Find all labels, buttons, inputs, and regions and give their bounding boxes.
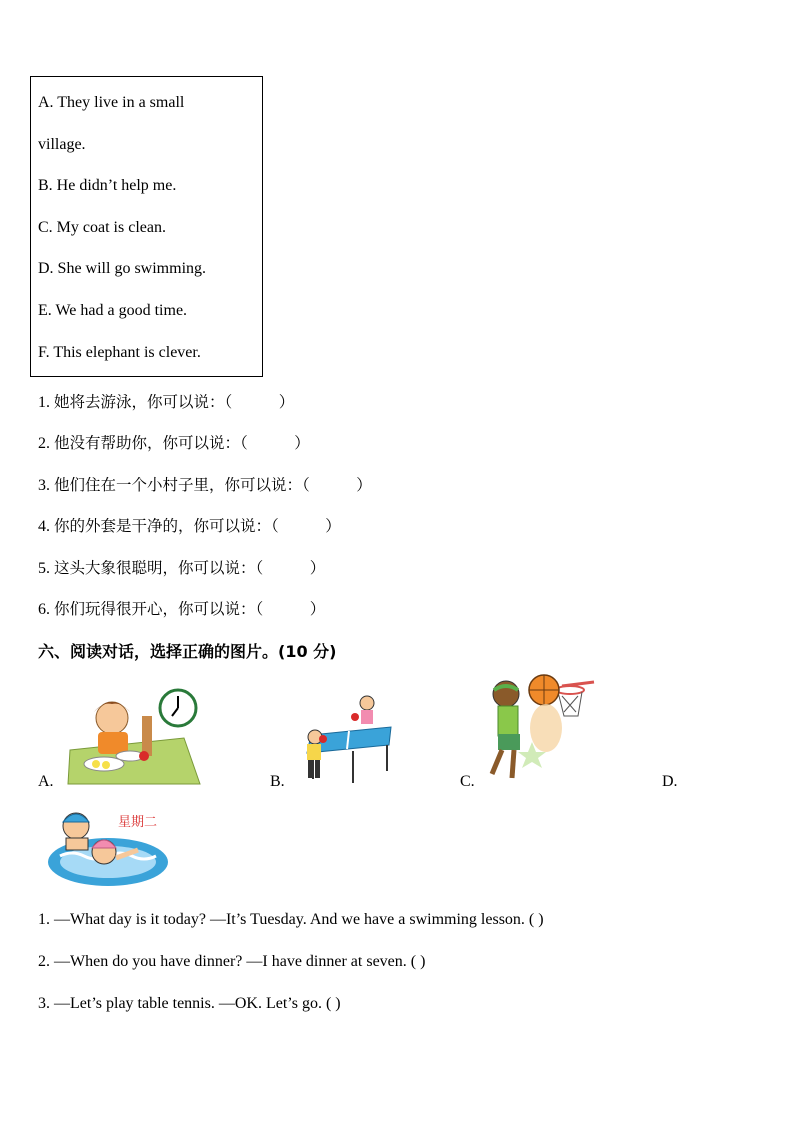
dinner-picture: [64, 688, 204, 788]
question-3: 3. 他们住在一个小村子里，你可以说：（ ）: [38, 476, 372, 494]
question-6: 6. 你们玩得很开心，你可以说：（ ）: [38, 600, 326, 618]
weekday-badge: 星期二: [118, 815, 158, 830]
option-e: E. We had a good time.: [38, 302, 188, 319]
basketball-hoop-icon: [556, 682, 594, 716]
label-d: D.: [662, 773, 678, 790]
option-c: C. My coat is clean.: [38, 219, 166, 236]
option-a-line1: A. They live in a small: [38, 94, 185, 111]
table-tennis-picture: [293, 693, 393, 788]
dialogue-1: 1. —What day is it today? —It’s Tuesday. And we have a swimming lesson. ( ): [38, 911, 544, 928]
question-2: 2. 他没有帮助你，你可以说：（ ）: [38, 434, 310, 452]
section-six-heading: 六、阅读对话，选择正确的图片。(10 分): [38, 642, 337, 661]
clock-icon: [160, 690, 196, 726]
question-1: 1. 她将去游泳，你可以说：（ ）: [38, 393, 295, 411]
question-4: 4. 你的外套是干净的，你可以说：（ ）: [38, 517, 341, 535]
option-d: D. She will go swimming.: [38, 260, 207, 277]
label-a: A.: [38, 773, 54, 790]
dialogue-2: 2. —When do you have dinner? —I have dinner at seven. ( ): [38, 953, 426, 970]
label-c: C.: [460, 773, 475, 790]
option-a-line2: village.: [38, 136, 86, 153]
basketball-picture: [482, 672, 598, 788]
option-b: B. He didn’t help me.: [38, 177, 177, 194]
option-f: F. This elephant is clever.: [38, 344, 201, 361]
basketball-icon: [529, 675, 559, 705]
dialogue-3: 3. —Let’s play table tennis. —OK. Let’s go. ( ): [38, 995, 341, 1012]
question-5: 5. 这头大象很聪明，你可以说：（ ）: [38, 559, 326, 577]
label-b: B.: [270, 773, 285, 790]
